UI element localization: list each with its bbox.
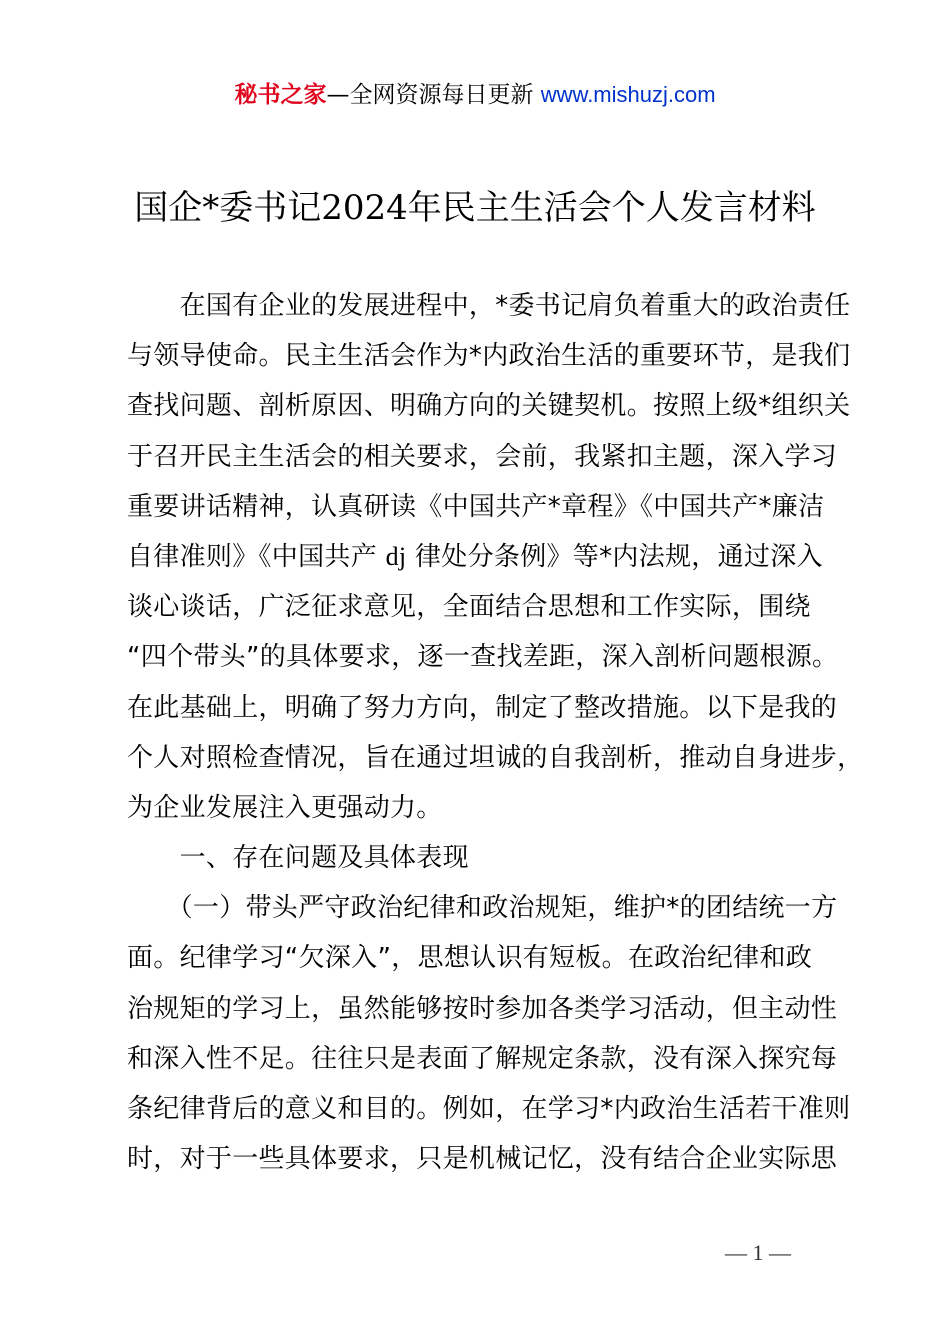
text-line: 谈心谈话，广泛征求意见，全面结合思想和工作实际，围绕 — [127, 592, 811, 623]
title-part-2: 年民主生活会个人发言材料 — [407, 188, 816, 228]
site-tagline: —全网资源每日更新 — [326, 82, 534, 108]
site-name: 秘书之家 — [234, 82, 327, 108]
document-body — [127, 281, 864, 1184]
text-segment-latin: dj — [385, 541, 407, 571]
text-line: “四个带头”的具体要求，逐一查找差距，深入剖析问题根源。 — [127, 642, 839, 673]
text-line: 条纪律背后的意义和目的。例如，在学习*内政治生活若干准则 — [127, 1094, 851, 1124]
text-segment: 自律准则》《中国共产 — [127, 541, 378, 572]
text-line: 治规矩的学习上，虽然能够按时参加各类学习活动，但主动性 — [127, 993, 838, 1024]
text-line: 重要讲话精神，认真研读《中国共产*章程》《中国共产*廉洁 — [127, 491, 825, 522]
site-header — [0, 78, 950, 112]
text-line: 在国有企业的发展进程中，*委书记肩负着重大的政治责任 — [127, 291, 851, 321]
section-heading: 一、存在问题及具体表现 — [127, 843, 469, 874]
site-url-link[interactable]: www.mishuzj.com — [540, 82, 716, 107]
title-year: 2024 — [321, 188, 408, 228]
text-line: 个人对照检查情况，旨在通过坦诚的自我剖析，推动自身进步， — [127, 742, 864, 773]
text-line: 面。纪律学习“欠深入”，思想认识有短板。在政治纪律和政 — [127, 943, 813, 974]
document-title — [0, 184, 950, 232]
text-segment: 律处分条例》等*内法规，通过深入 — [415, 541, 823, 572]
text-line: 时，对于一些具体要求，只是机械记忆，没有结合企业实际思 — [127, 1144, 838, 1175]
title-part-1: 国企*委书记 — [134, 188, 322, 228]
text-line: 在此基础上，明确了努力方向，制定了整改措施。以下是我的 — [127, 692, 838, 723]
text-line: 与领导使命。民主生活会作为*内政治生活的重要环节，是我们 — [127, 341, 851, 372]
text-line: 为企业发展注入更强动力。 — [127, 792, 443, 823]
text-line — [127, 532, 847, 582]
page-number: — 1 — — [725, 1240, 791, 1265]
text-line: （一）带头严守政治纪律和政治规矩，维护*的团结统一方 — [127, 893, 838, 924]
text-line: 和深入性不足。往往只是表面了解规定条款，没有深入探究每 — [127, 1043, 838, 1074]
text-line: 于召开民主生活会的相关要求，会前，我紧扣主题，深入学习 — [127, 441, 838, 472]
text-line: 查找问题、剖析原因、明确方向的关键契机。按照上级*组织关 — [127, 391, 851, 422]
